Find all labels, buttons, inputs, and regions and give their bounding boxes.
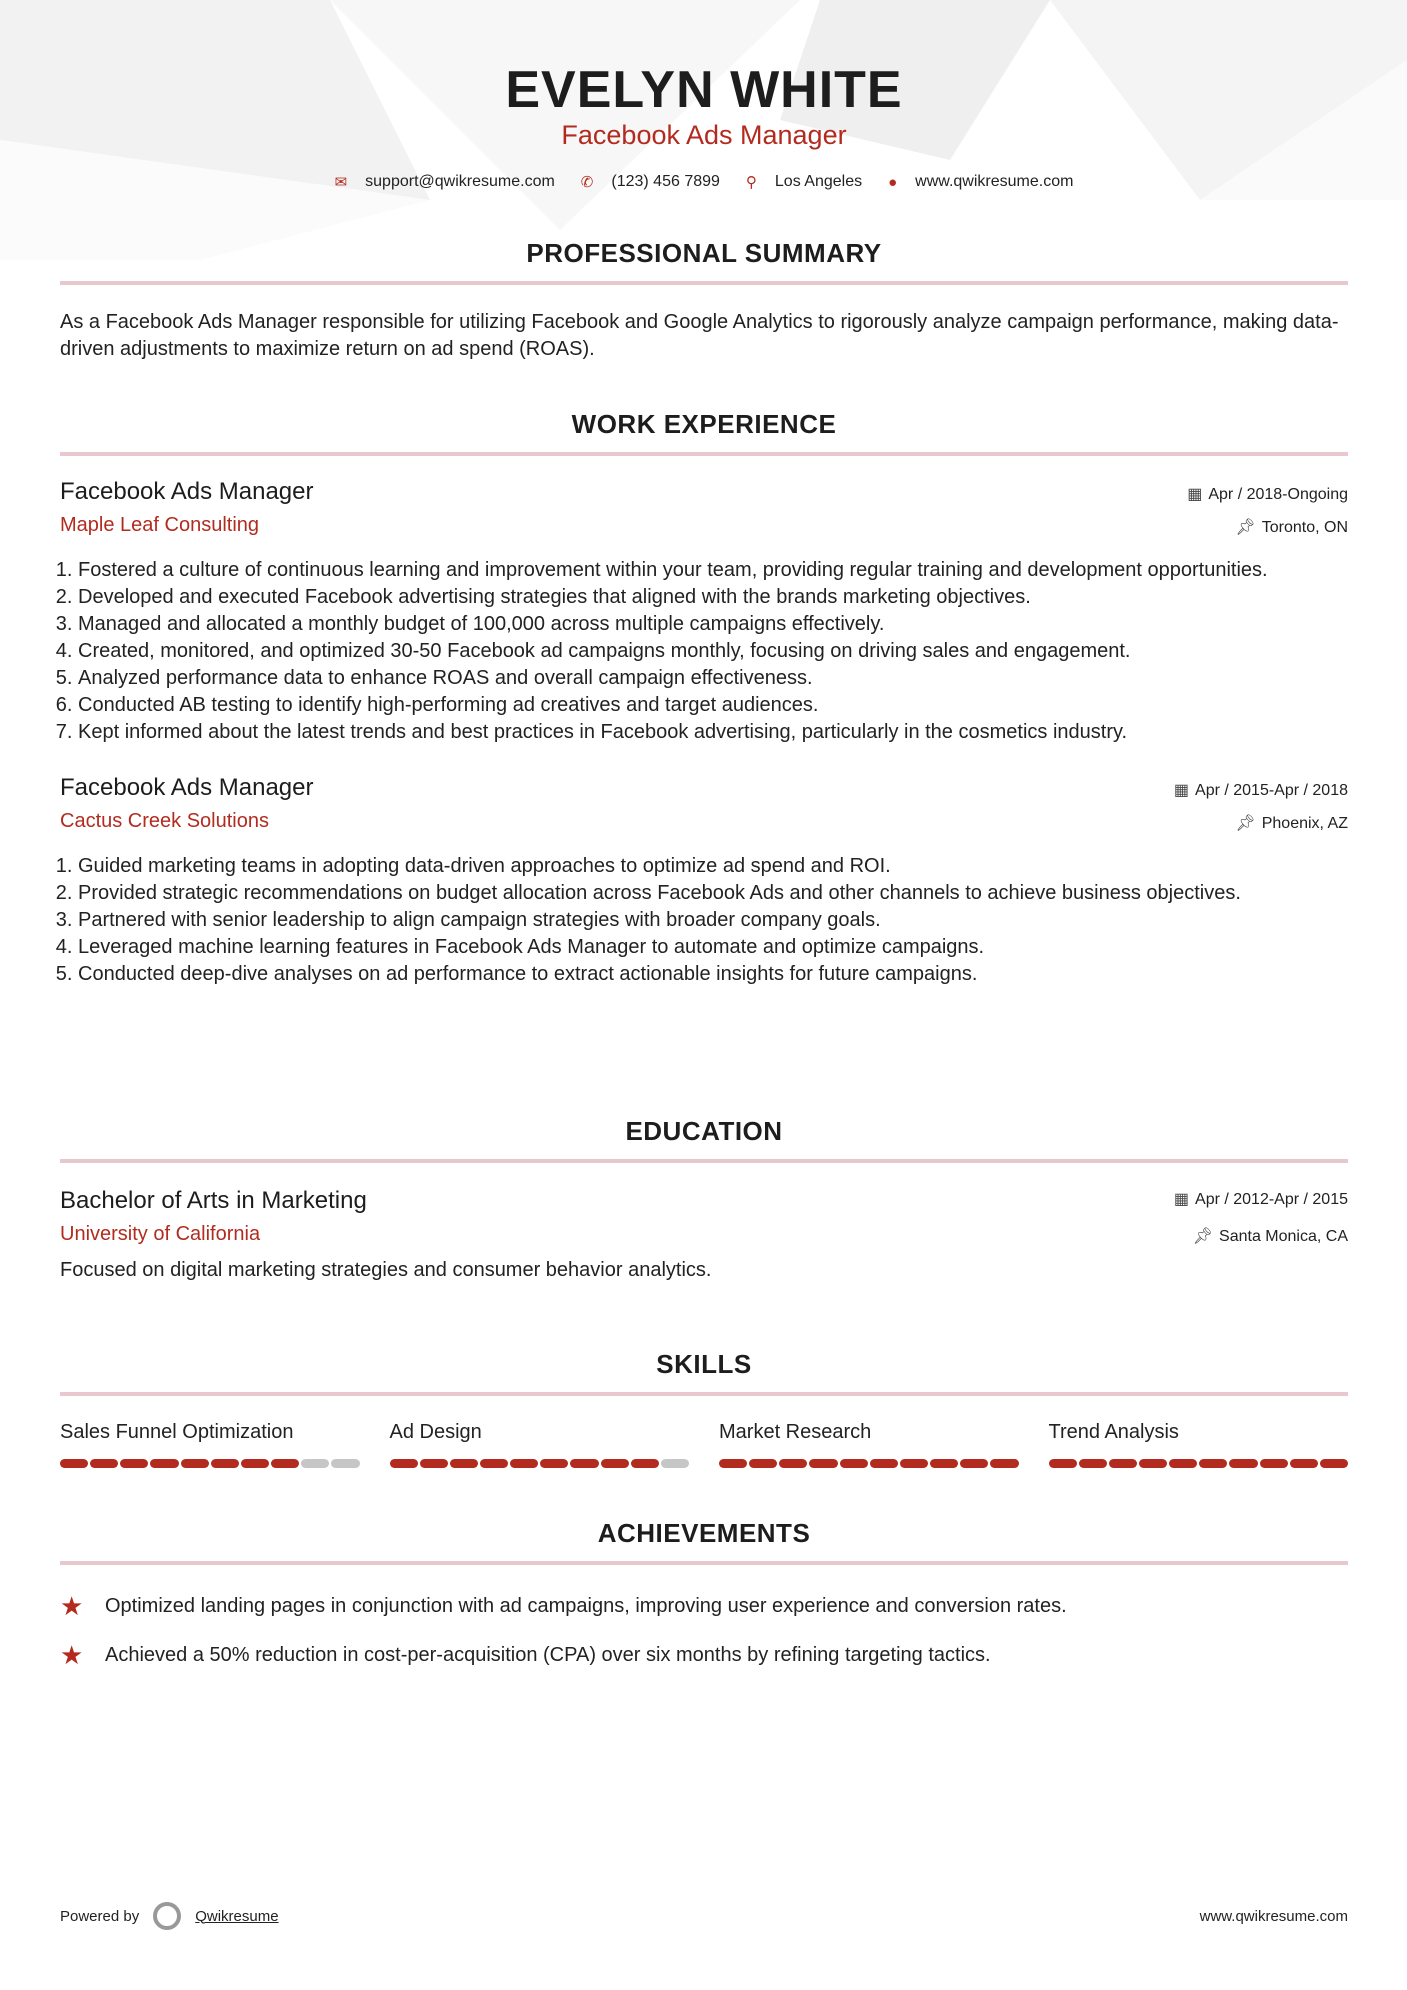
calendar-icon: ▦ [1173, 1191, 1190, 1208]
divider [60, 281, 1348, 285]
qwikresume-logo-icon [153, 1902, 181, 1930]
map-marker-icon: ⚲ [745, 174, 757, 191]
qwikresume-link[interactable]: Qwikresume [195, 1907, 279, 1925]
summary-text: As a Facebook Ads Manager responsible for utilizing Facebook and Google Analytics to rigorously analyze campaign performance, making data-driven adjustments to maximize return on ad spend (ROAS). [60, 311, 1339, 360]
skill-segment [1109, 1459, 1137, 1468]
skill-segment [510, 1459, 538, 1468]
skill-item [719, 1421, 1019, 1468]
contact-bar [60, 173, 1348, 191]
list-item: 2. Provided strategic recommendations on budget allocation across Facebook Ads and other channels to achieve business objectives. [78, 880, 1348, 907]
education-section [60, 1116, 1348, 1284]
skill-segment [779, 1459, 807, 1468]
job-title: Facebook Ads Manager [60, 774, 314, 801]
skill-segment [570, 1459, 598, 1468]
list-item: 1. Fostered a culture of continuous learning and improvement within your team, providing regular training and development opportunities. [78, 557, 1348, 584]
skill-segment [1290, 1459, 1318, 1468]
divider [60, 1159, 1348, 1163]
footer-url[interactable]: www.qwikresume.com [1199, 1907, 1348, 1925]
skill-segment [301, 1459, 329, 1468]
list-item: 3. Partnered with senior leadership to align campaign strategies with broader company goals. [78, 907, 1348, 934]
skill-segment [631, 1459, 659, 1468]
achievement-text: Optimized landing pages in conjunction with ad campaigns, improving user experience and conversion rates. [105, 1595, 1067, 1617]
skill-segment [870, 1459, 898, 1468]
degree-title: Bachelor of Arts in Marketing [60, 1187, 367, 1214]
skill-segment [1049, 1459, 1077, 1468]
list-item: 1. Guided marketing teams in adopting data-driven approaches to optimize ad spend and ROI. [78, 853, 1348, 880]
list-item: 5. Conducted deep-dive analyses on ad performance to extract actionable insights for future campaigns. [78, 961, 1348, 988]
skill-segment [1169, 1459, 1197, 1468]
star-icon: ★ [60, 1591, 84, 1621]
skill-segment [1139, 1459, 1167, 1468]
skill-segment [749, 1459, 777, 1468]
skill-segment [1320, 1459, 1348, 1468]
list-item: 7. Kept informed about the latest trends and best practices in Facebook advertising, particularly in the cosmetics industry. [78, 719, 1348, 746]
education-description: Focused on digital marketing strategies and consumer behavior analytics. [60, 1259, 712, 1281]
skill-segment [420, 1459, 448, 1468]
achievement-item [60, 1640, 1348, 1671]
pushpin-icon: 📌︎ [1192, 1228, 1214, 1245]
skill-name: Sales Funnel Optimization [60, 1421, 294, 1443]
skill-segment [120, 1459, 148, 1468]
skill-segment [540, 1459, 568, 1468]
divider [60, 452, 1348, 456]
skill-item [60, 1421, 360, 1468]
experience-section [60, 409, 1348, 988]
list-item: 2. Developed and executed Facebook advertising strategies that aligned with the brands marketing objectives. [78, 584, 1348, 611]
job-location: Phoenix, AZ [1261, 815, 1348, 832]
achievement-text: Achieved a 50% reduction in cost-per-acquisition (CPA) over six months by refining targeting tactics. [105, 1644, 991, 1666]
contact-website[interactable]: www.qwikresume.com [915, 173, 1074, 190]
school-name: University of California [60, 1223, 261, 1245]
pushpin-icon: 📌︎ [1235, 519, 1256, 536]
list-item: 3. Managed and allocated a monthly budget of 100,000 across multiple campaigns effectively. [78, 611, 1348, 638]
section-heading: PROFESSIONAL SUMMARY [526, 238, 882, 268]
contact-phone[interactable]: (123) 456 7899 [611, 173, 720, 190]
skill-name: Trend Analysis [1048, 1421, 1179, 1443]
skill-segment [601, 1459, 629, 1468]
skill-segment [450, 1459, 478, 1468]
skill-segment [211, 1459, 239, 1468]
contact-email[interactable]: support@qwikresume.com [365, 173, 555, 190]
list-item: 4. Created, monitored, and optimized 30-50 Facebook ad campaigns monthly, focusing on driving sales and engagement. [78, 638, 1348, 665]
star-icon: ★ [60, 1640, 84, 1670]
skill-segment [900, 1459, 928, 1468]
section-heading: WORK EXPERIENCE [571, 409, 837, 439]
skill-segment [661, 1459, 689, 1468]
skills-section [60, 1349, 1348, 1468]
divider [60, 1392, 1348, 1396]
skill-segment [241, 1459, 269, 1468]
globe-icon: ● [888, 173, 898, 191]
achievement-item [60, 1591, 1348, 1622]
candidate-role: Facebook Ads Manager [561, 120, 847, 150]
skill-segment [990, 1459, 1018, 1468]
job-location: Toronto, ON [1261, 519, 1348, 536]
contact-location: Los Angeles [774, 173, 863, 190]
skill-level-bar [719, 1459, 1019, 1468]
skill-name: Market Research [719, 1421, 872, 1443]
skill-segment [1199, 1459, 1227, 1468]
skill-segment [840, 1459, 868, 1468]
envelope-icon: ✉ [334, 174, 348, 191]
job-duties [60, 853, 1348, 988]
skill-name: Ad Design [389, 1421, 482, 1443]
calendar-icon: ▦ [1187, 486, 1203, 503]
skill-segment [960, 1459, 988, 1468]
skill-item [1049, 1421, 1349, 1468]
skill-segment [719, 1459, 747, 1468]
company-name: Cactus Creek Solutions [60, 810, 269, 832]
skill-segment [271, 1459, 299, 1468]
skill-segment [331, 1459, 359, 1468]
education-date: Apr / 2012-Apr / 2015 [1195, 1191, 1348, 1208]
list-item: 6. Conducted AB testing to identify high-performing ad creatives and target audiences. [78, 692, 1348, 719]
pushpin-icon: 📌︎ [1235, 815, 1256, 832]
skill-segment [150, 1459, 178, 1468]
skill-level-bar [390, 1459, 690, 1468]
calendar-icon: ▦ [1173, 782, 1190, 799]
job-entry [60, 774, 1348, 988]
skill-item [390, 1421, 690, 1468]
company-name: Maple Leaf Consulting [60, 514, 260, 536]
powered-by-label: Powered by [60, 1907, 140, 1925]
job-entry [60, 478, 1348, 746]
skill-segment [390, 1459, 418, 1468]
phone-icon: ✆ [580, 174, 594, 191]
skill-segment [480, 1459, 508, 1468]
skill-segment [930, 1459, 958, 1468]
job-date: Apr / 2015-Apr / 2018 [1195, 782, 1348, 799]
skill-segment [1079, 1459, 1107, 1468]
list-item: 4. Leveraged machine learning features in Facebook Ads Manager to automate and optimize campaigns. [78, 934, 1348, 961]
summary-section [60, 238, 1348, 363]
list-item: 5. Analyzed performance data to enhance ROAS and overall campaign effectiveness. [78, 665, 1348, 692]
job-title: Facebook Ads Manager [60, 478, 314, 505]
skill-segment [809, 1459, 837, 1468]
skill-level-bar [60, 1459, 360, 1468]
section-heading: ACHIEVEMENTS [597, 1518, 811, 1548]
section-heading: SKILLS [656, 1349, 752, 1379]
section-heading: EDUCATION [625, 1116, 783, 1146]
skill-segment [1260, 1459, 1288, 1468]
footer [60, 1902, 1348, 1930]
job-duties [60, 557, 1348, 746]
education-location: Santa Monica, CA [1219, 1228, 1348, 1245]
achievements-section [60, 1518, 1348, 1671]
job-date: Apr / 2018-Ongoing [1208, 486, 1348, 503]
skill-segment [181, 1459, 209, 1468]
candidate-name: EVELYN WHITE [505, 61, 903, 119]
skill-segment [90, 1459, 118, 1468]
skill-segment [1229, 1459, 1257, 1468]
skill-segment [60, 1459, 88, 1468]
skill-level-bar [1049, 1459, 1349, 1468]
